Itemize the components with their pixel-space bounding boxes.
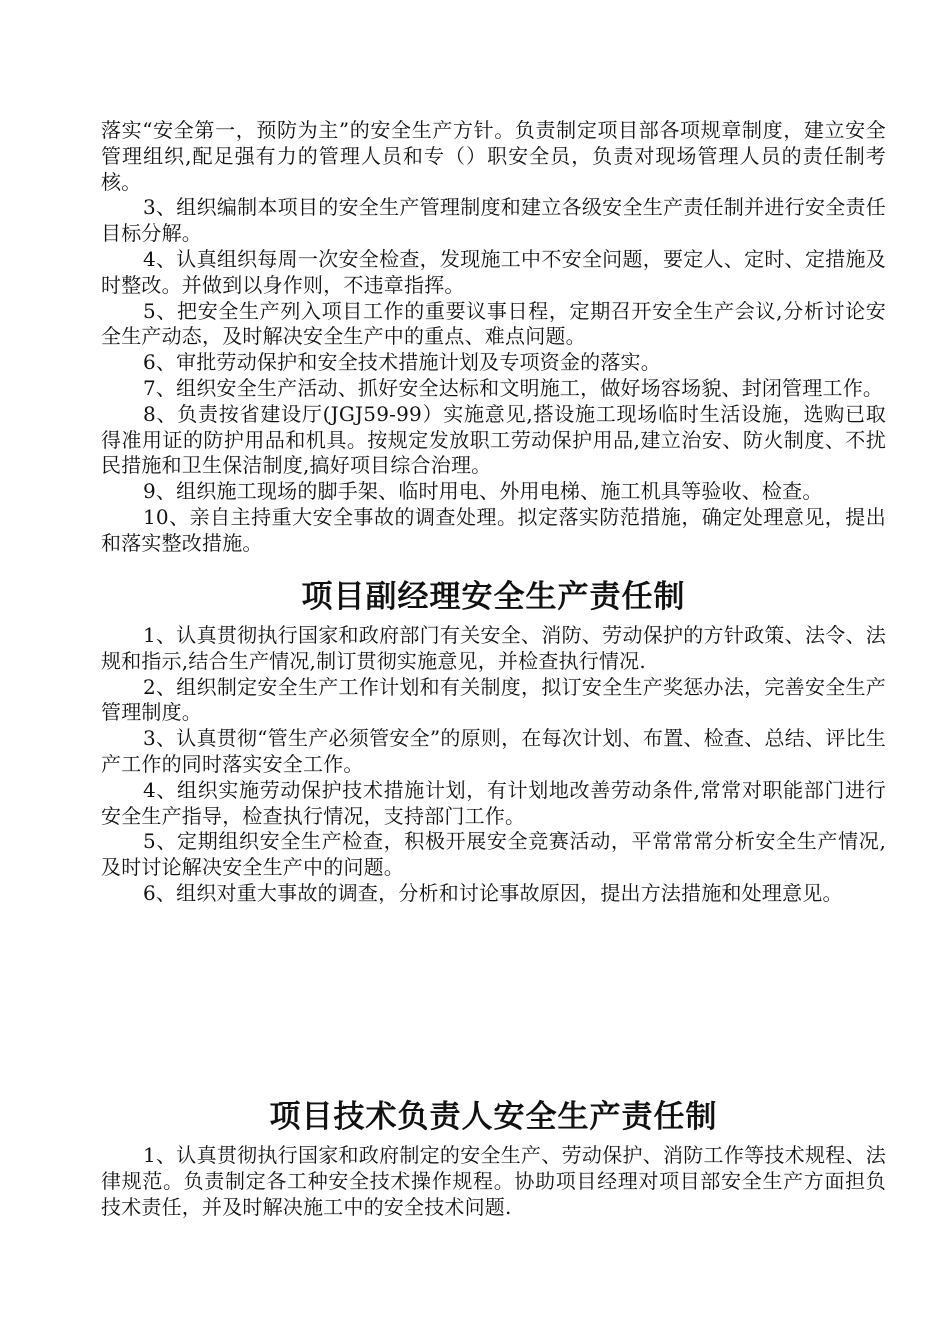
paragraph-item-4: 4、认真组织每周一次安全检查，发现施工中不安全问题，要定人、定时、定措施及时整改。并做到以身作则，不违章指挥。 [101, 246, 886, 297]
section-project-manager-duties [101, 118, 886, 557]
paragraph-item-6: 6、审批劳动保护和安全技术措施计划及专项资金的落实。 [143, 350, 661, 375]
paragraph-item-8: 8、负责按省建设厅(JGJ59-99）实施意见,搭设施工现场临时生活设施，选购已取得准用证的防护用品和机具。按规定发放职工劳动保护用品,建立治安、防火制度、不扰民措施和卫生保洁制度,搞好项目综合治理。 [101, 401, 886, 478]
paragraph-item-9: 9、组织施工现场的脚手架、临时用电、外用电梯、施工机具等验收、检查。 [143, 479, 823, 504]
paragraph-continuation: 落实“安全第一，预防为主”的安全生产方针。负责制定项目部各项规章制度，建立安全管理组织,配足强有力的管理人员和专（）职安全员，负责对现场管理人员的责任制考核。 [101, 118, 886, 194]
paragraph-item-6: 6、组织对重大事故的调查，分析和讨论事故原因，提出方法措施和处理意见。 [143, 880, 843, 905]
section-technical-lead-duties [101, 1143, 886, 1220]
section-deputy-manager-duties [101, 623, 886, 907]
paragraph-item-5: 5、定期组织安全生产检查，积极开展安全竞赛活动，平常常常分析安全生产情况,及时讨论解决安全生产中的问题。 [101, 829, 886, 880]
paragraph-item-1: 1、认真贯彻执行国家和政府制定的安全生产、劳动保护、消防工作等技术规程、法律规范。负责制定各工种安全技术操作规程。协助项目经理对项目部安全生产方面担负技术责任，并及时解决施工中的安全技术问题. [101, 1143, 886, 1219]
paragraph-item-3: 3、组织编制本项目的安全生产管理制度和建立各级安全生产责任制并进行安全责任目标分解。 [101, 195, 886, 246]
paragraph-item-3: 3、认真贯彻“管生产必须管安全”的原则，在每次计划、布置、检查、总结、评比生产工作的同时落实安全工作。 [101, 726, 886, 776]
section-heading-deputy-manager [101, 577, 886, 617]
paragraph-item-10: 10、亲自主持重大安全事故的调查处理。拟定落实防范措施，确定处理意见，提出和落实整改措施。 [101, 504, 886, 555]
paragraph-item-2: 2、组织制定安全生产工作计划和有关制度，拟订安全生产奖惩办法，完善安全生产管理制度。 [101, 674, 886, 725]
paragraph-item-1: 1、认真贯彻执行国家和政府部门有关安全、消防、劳动保护的方针政策、法令、法规和指示,结合生产情况,制订贯彻实施意见，并检查执行情况. [101, 623, 886, 673]
section-heading-technical-lead [101, 1097, 886, 1137]
section-title: 项目技术负责人安全生产责任制 [269, 1099, 718, 1135]
section-title: 项目副经理安全生产责任制 [301, 579, 686, 615]
paragraph-item-7: 7、组织安全生产活动、抓好安全达标和文明施工，做好场容场貌、封闭管理工作。 [143, 375, 884, 400]
paragraph-item-4: 4、组织实施劳动保护技术措施计划，有计划地改善劳动条件,常常对职能部门进行安全生产指导，检查执行情况，支持部门工作。 [101, 777, 886, 828]
paragraph-item-5: 5、把安全生产列入项目工作的重要议事日程，定期召开安全生产会议,分析讨论安全生产动态，及时解决安全生产中的重点、难点问题。 [101, 298, 886, 349]
